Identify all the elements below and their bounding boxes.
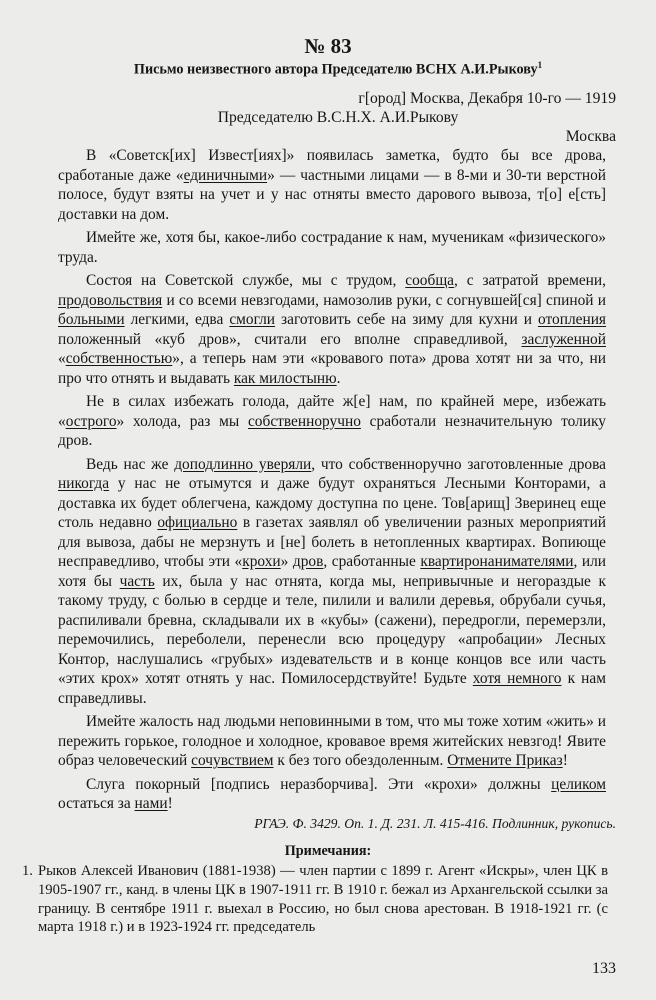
text-run: Имейте жалость над людьми неповинными в том, что мы тоже хотим «жить» и пережить горькое, голодное и холодное, кровавое время житейских невзгод! Явите образ человеческий	[58, 713, 606, 769]
underlined-text: как милостыню	[233, 369, 337, 387]
title-footnote-ref: 1	[537, 60, 543, 70]
text-run: В «Советск[их] Извест[иях]» появилась заметка, будто бы все дрова, сработаные даже «	[58, 147, 606, 184]
title-text: Письмо неизвестного автора Председателю ВСНХ А.И.Рыкову	[133, 61, 538, 78]
text-run: !	[562, 752, 568, 769]
text-run: Ведь нас же	[86, 455, 175, 473]
text-run: .	[336, 369, 341, 387]
underlined-text: собственноручно	[247, 412, 361, 430]
text-run: заготовить себе на зиму для кухни и	[275, 311, 538, 328]
letter-dateline: г[ород] Москва, Декабря 10-го — 1919	[358, 90, 616, 107]
underlined-text: отопления	[538, 311, 607, 328]
letter-paragraph	[58, 775, 606, 814]
note-text: Рыков Алексей Иванович (1881-1938) — член партии с 1899 г. Агент «Искры», член ЦК в 1905-1907 гг., канд. в члены ЦК в 1907-1911 гг. В 1910 г. бежал из Архангельской ссылки за границу. В сентябре 1911 г. выехал в Россию, но был снова арестован. В 1918-1921 гг. (с марта 1918 г.) и в 1923-1924 гг. председатель	[38, 863, 608, 936]
underlined-text: сочувствием	[191, 752, 274, 769]
underlined-text: часть	[119, 572, 155, 590]
letter-paragraph	[58, 271, 606, 388]
underlined-text: продовольствия	[58, 291, 163, 309]
underlined-text: официально	[157, 514, 238, 531]
letter-paragraph	[58, 146, 606, 224]
text-run: Не в силах избежать голода, дайте ж[е] нам, по крайней мере, избежать «	[58, 393, 606, 430]
letter-body	[58, 146, 606, 818]
letter-paragraph	[58, 392, 606, 451]
text-run: Состоя на Советской службе, мы с трудом,	[86, 272, 406, 289]
text-run: остаться за	[58, 795, 135, 812]
text-run: »	[280, 553, 293, 570]
text-run: их, была у нас отнята, когда мы, непривычные и негораздые к такому труду, с болью в сердце и теле, пилили и валили деревья, обрубали сучья, распиливали бревна, складывали их в «кубы» (сажени), передрогли, перемерзли, перемочились, переболели, перенесли всю процедуру «апробации» Лесных Контор, наслушались «грубых» издевательств и в конце концов все или часть «этих крох» хотят отнять у нас. Помилосердствуйте! Будьте	[58, 572, 606, 687]
underlined-text: больными	[58, 311, 125, 328]
letter-paragraph	[58, 712, 606, 771]
text-run: легкими, едва	[124, 311, 230, 328]
underlined-text: смогли	[229, 311, 276, 328]
text-run: положенный «куб дров», считали его вполне справедливой,	[58, 330, 522, 348]
note-number: 1.	[22, 863, 33, 879]
underlined-text: дров	[292, 553, 324, 570]
text-run: , с затратой времени,	[454, 272, 607, 289]
text-run: к без того обездоленным.	[273, 752, 448, 769]
letter-addressee: Председателю В.С.Н.Х. А.И.Рыкову	[217, 109, 459, 126]
text-run: » холода, раз мы	[116, 412, 248, 430]
letter-paragraph	[58, 228, 606, 267]
underlined-text: заслуженной	[521, 330, 606, 348]
underlined-text: Отмените Приказ	[447, 752, 563, 769]
text-run: », а теперь нам эти «кровавого пота» дрова хотят ни за что, ни про что отнять и выдавать	[58, 350, 606, 387]
text-run: у нас не отымутся и даже будут охраняться Лесными Конторами, а доставка их будет облегчена, каждому доступна по цене. Тов[арищ] Зверинец еще столь недавно	[58, 475, 606, 531]
underlined-text: острого	[65, 412, 117, 430]
underlined-text: нами	[134, 795, 168, 812]
text-run: Имейте же, хотя бы, какое-либо сострадание к нам, мученикам «физического» труда.	[58, 229, 606, 266]
letter-city: Москва	[565, 128, 616, 145]
text-run: в газетах заявлял об увеличении разных мероприятий для вывоза, дабы не мерзнуть и [не] болеть в нетопленных квартирах. Вопиюще несправедливо, чтобы эти «	[58, 514, 607, 570]
underlined-text: целиком	[551, 775, 606, 793]
underlined-text: хотя немного	[472, 670, 562, 687]
text-run: !	[167, 795, 173, 812]
document-number: № 83	[304, 34, 352, 58]
note-item	[22, 862, 608, 937]
letter-paragraph	[58, 455, 606, 709]
text-run: сработали незначительную толику дров.	[58, 412, 606, 449]
text-run: , сработанные	[323, 553, 421, 570]
underlined-text: доподлинно уверяли	[174, 455, 312, 473]
page-number: 133	[592, 960, 616, 977]
text-run: , или хотя бы	[58, 553, 606, 590]
underlined-text: сообща	[405, 272, 455, 289]
text-run: и со всеми невзгодами, намозолив руки, с согнувшей[ся] спиной и	[162, 291, 606, 309]
archive-source: РГАЭ. Ф. 3429. Оп. 1. Д. 231. Л. 415-416. Подлинник, рукопись.	[254, 816, 616, 831]
underlined-text: крохи	[242, 553, 281, 570]
underlined-text: единичными	[183, 166, 268, 184]
notes-heading: Примечания:	[284, 843, 372, 859]
text-run: Слуга покорный [подпись неразборчива]. Эти «крохи» должны	[86, 775, 552, 793]
underlined-text: собственностью	[65, 350, 173, 367]
text-run: » — частными лицами — в 8-ми и 30-ти верстной полосе, будут взяты на учет и у нас отняты вместо дарового вывоза, т[о] е[сть] доставки на дом.	[58, 166, 606, 223]
text-run: к нам справедливы.	[58, 670, 606, 707]
underlined-text: никогда	[58, 475, 110, 492]
text-run: , что собственноручно заготовленные дрова	[311, 455, 606, 473]
document-title	[60, 60, 616, 79]
underlined-text: квартиронанимателями	[420, 553, 574, 570]
text-run: «	[58, 350, 66, 367]
